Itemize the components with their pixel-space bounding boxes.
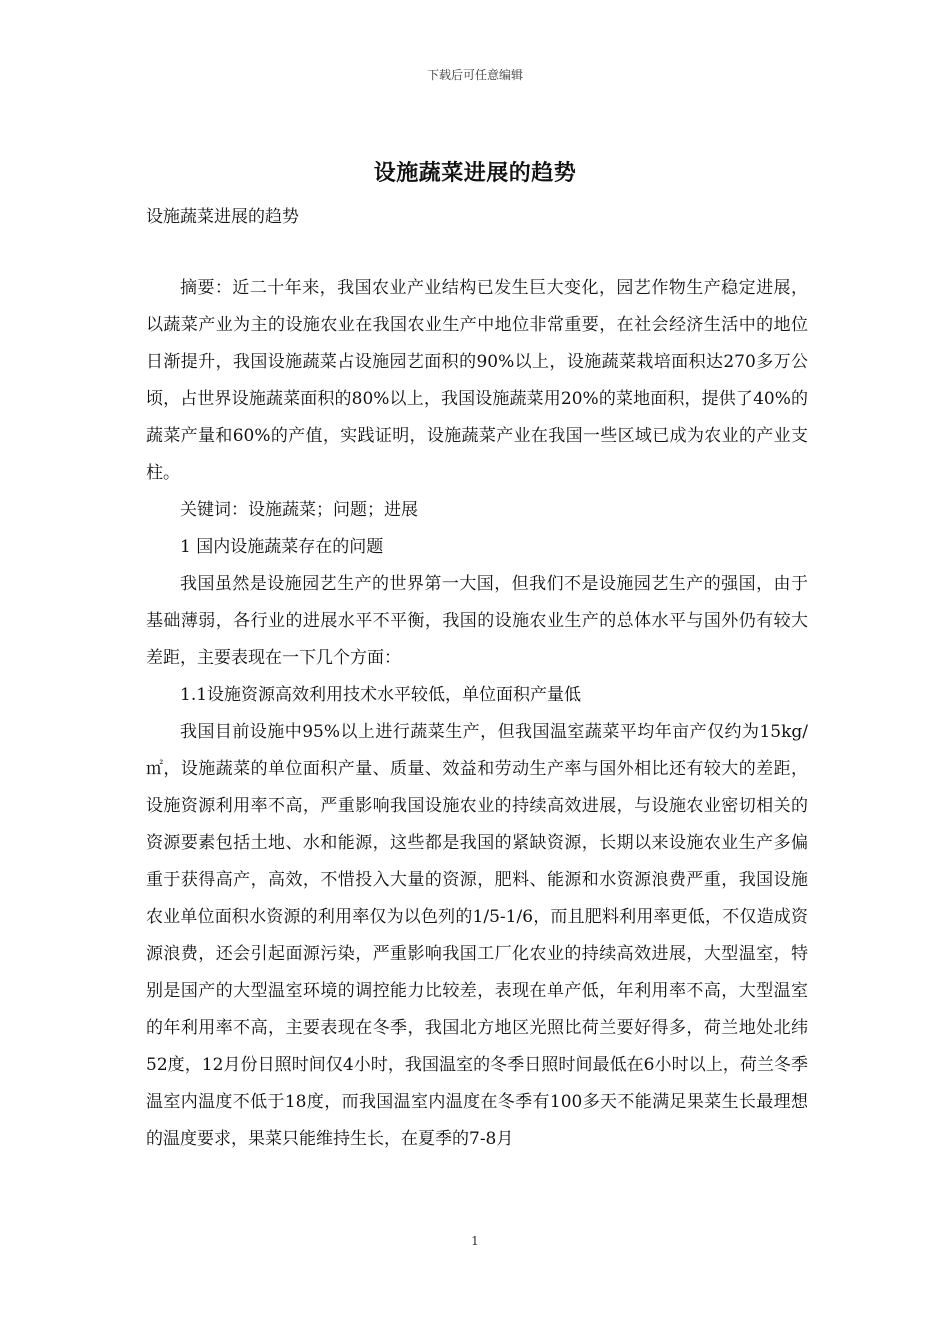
section-heading: 1 国内设施蔬菜存在的问题 bbox=[180, 537, 384, 557]
body-paragraph: 我国虽然是设施园艺生产的世界第一大国，但我们不是设施园艺生产的强国，由于基础薄弱，各行业的进展水平不平衡，我国的设施农业生产的总体水平与国外仍有较大差距，主要表现在一下几个方面： bbox=[146, 574, 808, 668]
document-title: 设施蔬菜进展的趋势 bbox=[373, 160, 577, 186]
page-number: 1 bbox=[471, 1234, 479, 1248]
header-note: 下载后可任意编辑 bbox=[426, 68, 523, 82]
keywords-paragraph: 关键词：设施蔬菜；问题；进展 bbox=[180, 500, 418, 520]
body-paragraph: 我国目前设施中95%以上进行蔬菜生产，但我国温室蔬菜平均年亩产仅约为15kg/㎡，设施蔬菜的单位面积产量、质量、效益和劳动生产率与国外相比还有较大的差距，设施资源利用率不高，严重影响我国设施农业的持续高效进展，与设施农业密切相关的资源要素包括土地、水和能源，这些都是我国的紧缺资源，长期以来设施农业生产多偏重于获得高产，高效，不惜投入大量的资源，肥料、能源和水资源浪费严重，我国设施农业单位面积水资源的利用率仅为以色列的1/5-1/6，而且肥料利用率更低，不仅造成资源浪费，还会引起面源污染，严重影响我国工厂化农业的持续高效进展，大型温室，特别是国产的大型温室环境的调控能力比较差，表现在单产低，年利用率不高，大型温室的年利用率不高，主要表现在冬季，我国北方地区光照比荷兰要好得多，荷兰地处北纬52度，12月份日照时间仅4小时，我国温室的冬季日照时间最低在6小时以上，荷兰冬季温室内温度不低于18度，而我国温室内温度在冬季有100多天不能满足果菜生长最理想的温度要求，果菜只能维持生长，在夏季的7-8月 bbox=[146, 722, 808, 1149]
document-body bbox=[146, 270, 808, 1158]
subsection-heading: 1.1设施资源高效利用技术水平较低，单位面积产量低 bbox=[180, 685, 582, 705]
abstract-paragraph: 摘要：近二十年来，我国农业产业结构已发生巨大变化，园艺作物生产稳定进展，以蔬菜产业为主的设施农业在我国农业生产中地位非常重要，在社会经济生活中的地位日渐提升，我国设施蔬菜占设施园艺面积的90%以上，设施蔬菜栽培面积达270多万公顷，占世界设施蔬菜面积的80%以上，我国设施蔬菜用20%的菜地面积，提供了40%的蔬菜产量和60%的产值，实践证明，设施蔬菜产业在我国一些区域已成为农业的产业支柱。 bbox=[146, 278, 808, 483]
document-subtitle: 设施蔬菜进展的趋势 bbox=[146, 207, 299, 227]
